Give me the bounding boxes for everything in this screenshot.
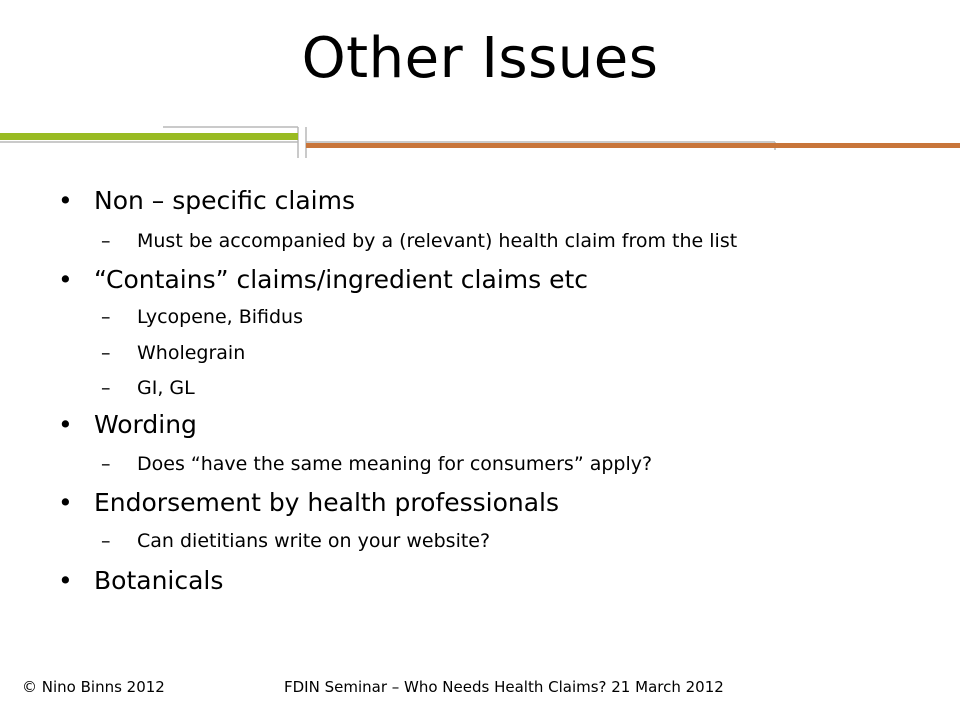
- bullet-marker: •: [58, 410, 73, 439]
- sub-bullet-text: Can dietitians write on your website?: [137, 530, 491, 552]
- sub-bullet-marker: –: [101, 230, 111, 252]
- footer-event: FDIN Seminar – Who Needs Health Claims? 21 March 2012: [284, 678, 724, 696]
- bullet-marker: •: [58, 566, 73, 595]
- sub-bullet-text: GI, GL: [137, 377, 195, 399]
- sub-bullet-text: Must be accompanied by a (relevant) health claim from the list: [137, 230, 738, 252]
- bullet-text: “Contains” claims/ingredient claims etc: [94, 265, 589, 294]
- bullet-marker: •: [58, 265, 73, 294]
- sub-bullet-marker: –: [101, 342, 111, 364]
- bullet-text: Endorsement by health professionals: [94, 488, 560, 517]
- bullet-marker: •: [58, 186, 73, 215]
- bullet-marker: •: [58, 488, 73, 517]
- bullet-text: Non – specific claims: [94, 186, 355, 215]
- sub-bullet-marker: –: [101, 306, 111, 328]
- bullet-text: Botanicals: [94, 566, 224, 595]
- footer-copyright: © Nino Binns 2012: [22, 678, 165, 696]
- sub-bullet-marker: –: [101, 530, 111, 552]
- sub-bullet-marker: –: [101, 453, 111, 475]
- sub-bullet-text: Lycopene, Bifidus: [137, 306, 303, 328]
- bullet-text: Wording: [94, 410, 197, 439]
- sub-bullet-text: Wholegrain: [137, 342, 246, 364]
- sub-bullet-text: Does “have the same meaning for consumers” apply?: [137, 453, 653, 475]
- slide-title: Other Issues: [301, 26, 659, 91]
- sub-bullet-marker: –: [101, 377, 111, 399]
